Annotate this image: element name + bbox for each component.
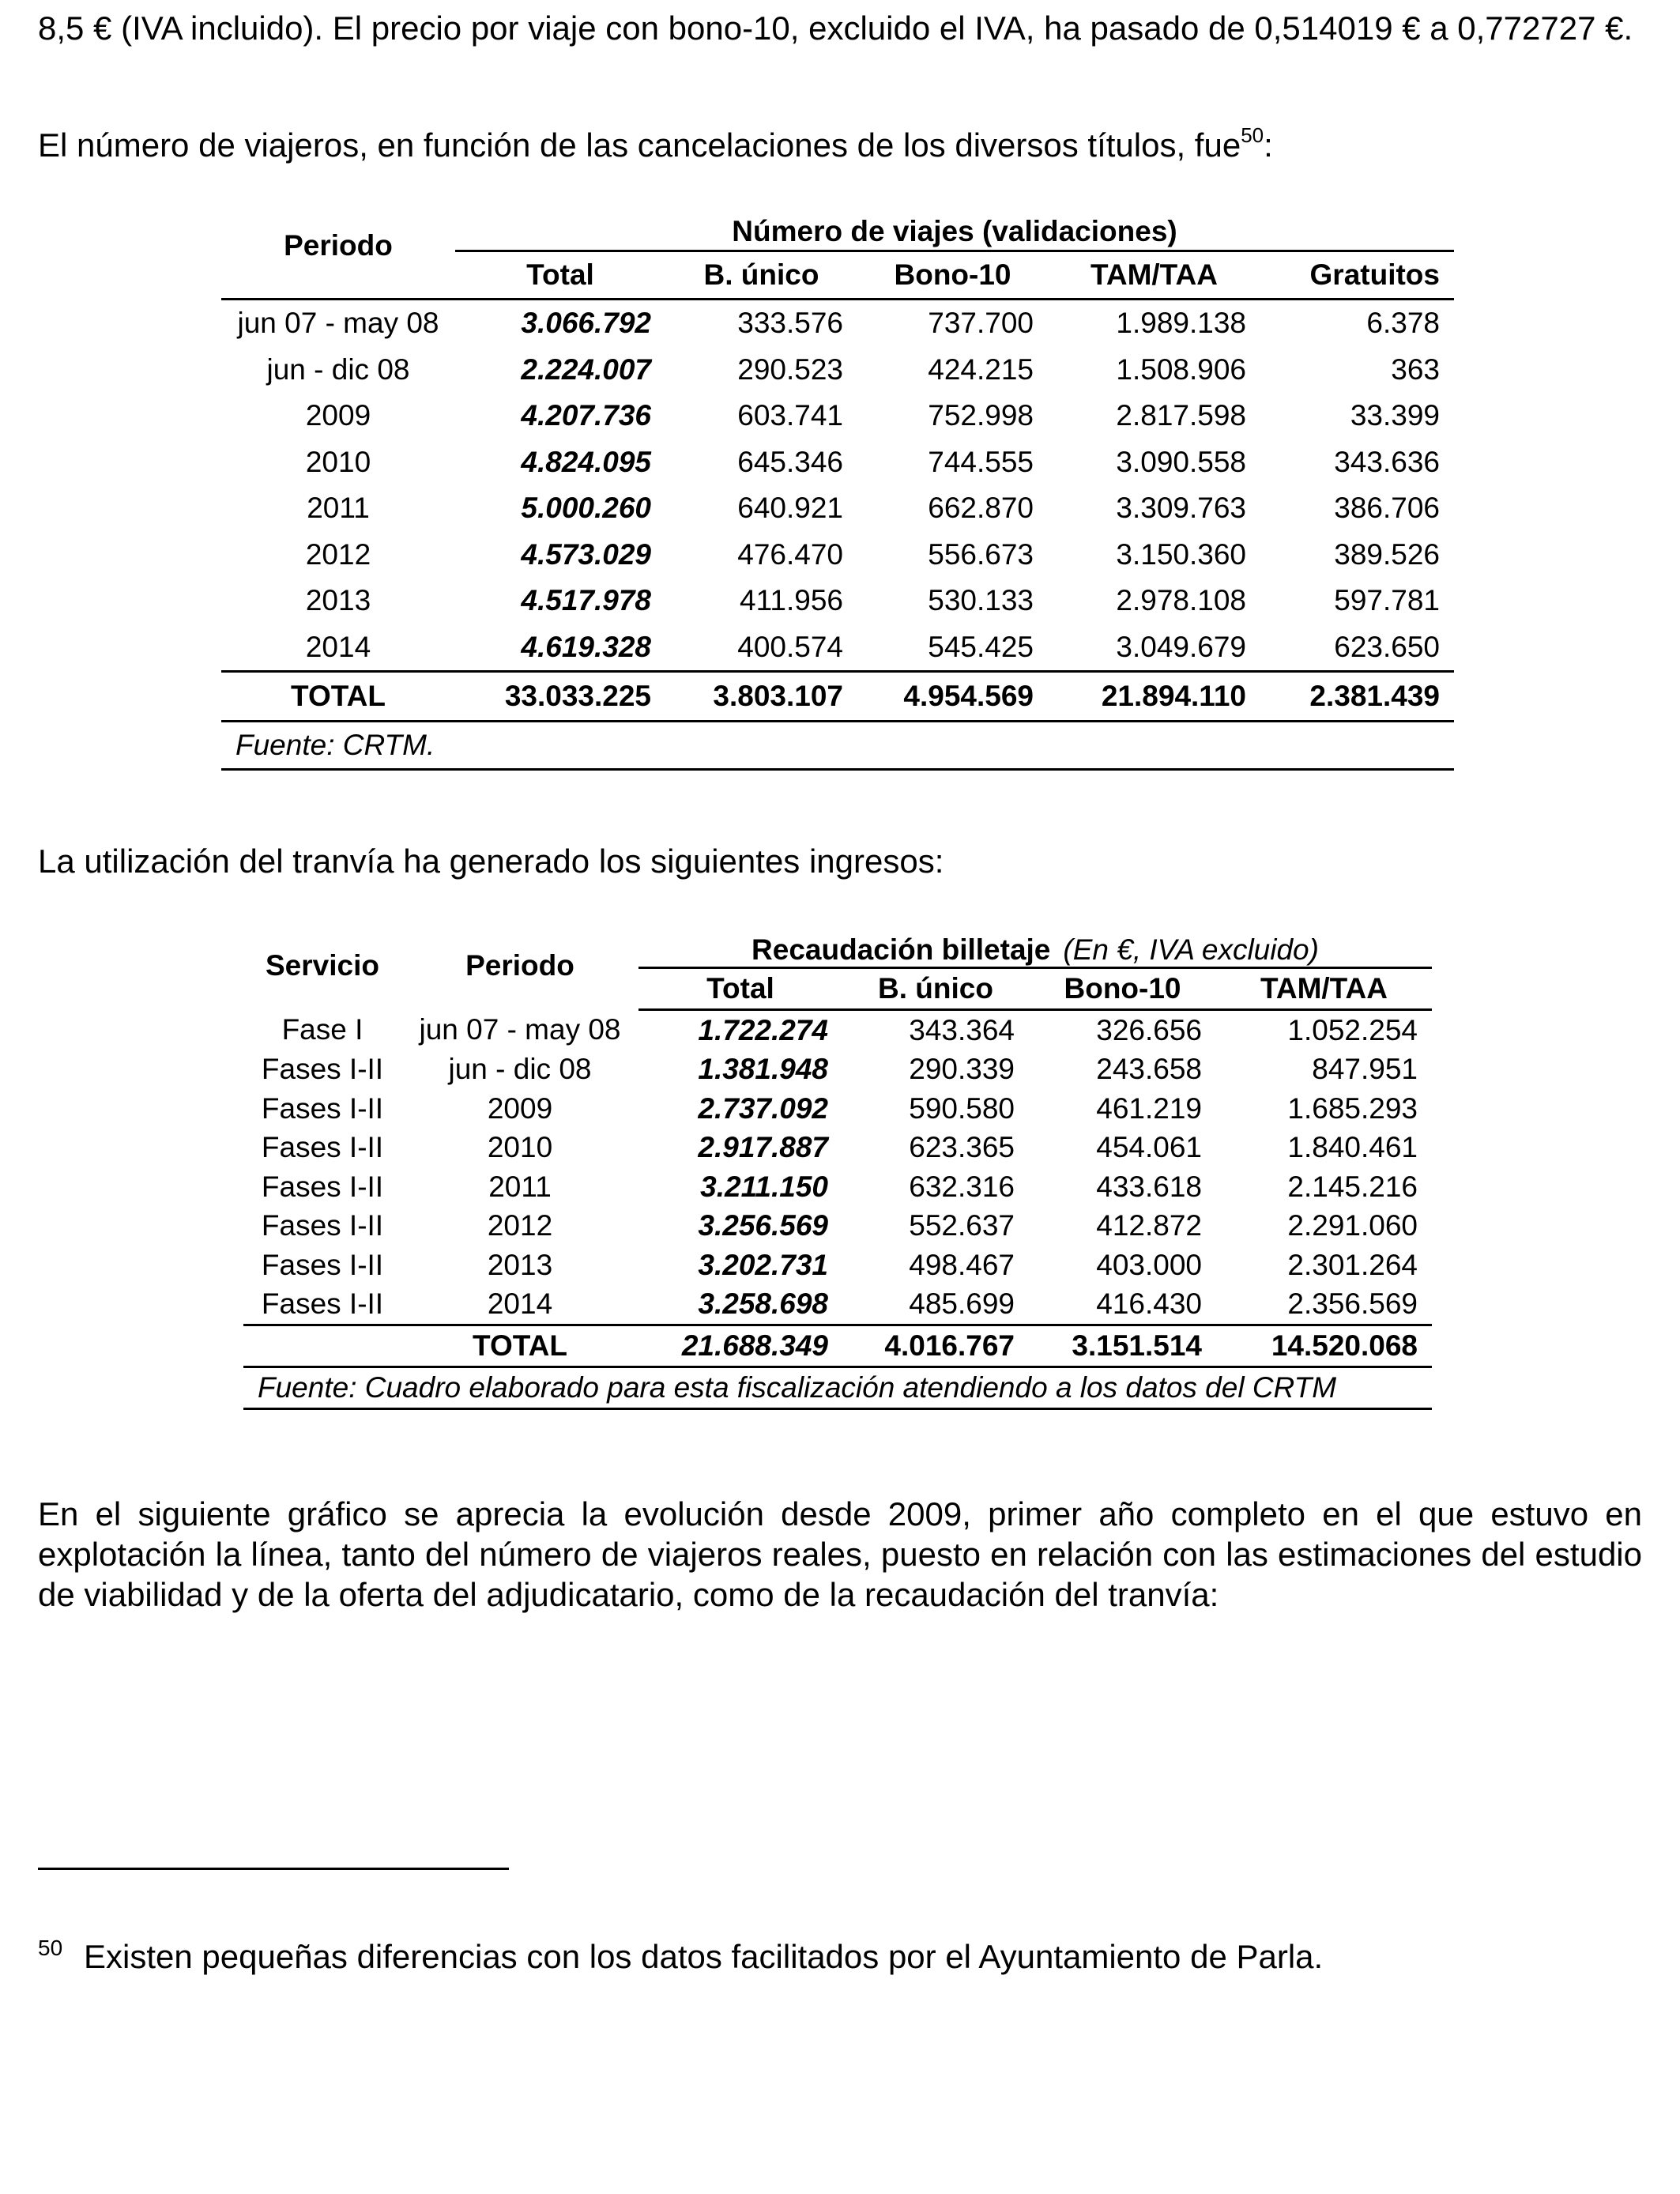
- header-revenue-label: Recaudación billetaje: [751, 933, 1051, 966]
- cell-total: 4.954.569: [857, 672, 1048, 722]
- cell-total: 1.381.948: [698, 1053, 828, 1086]
- cell-period: jun - dic 08: [448, 1053, 592, 1086]
- cell-value: 389.526: [1334, 537, 1440, 571]
- cell-value: 2.145.216: [1287, 1170, 1418, 1203]
- header-col: TAM/TAA: [1048, 251, 1260, 300]
- cell-total-empty: [243, 1325, 401, 1367]
- table-total-row: [243, 1325, 1432, 1367]
- cell-total: 3.151.514: [1029, 1325, 1216, 1367]
- cell-total: 2.381.439: [1260, 672, 1454, 722]
- paragraph-travelers-intro: [38, 125, 1642, 165]
- header-col: Bono-10: [1029, 968, 1216, 1010]
- cell-value: 623.365: [909, 1131, 1015, 1164]
- cell-period: 2012: [305, 537, 371, 571]
- cell-total: 2.737.092: [698, 1091, 828, 1125]
- header-col: Bono-10: [857, 251, 1048, 300]
- cell-value: 461.219: [1096, 1091, 1202, 1125]
- cell-total: 2.224.007: [521, 352, 651, 386]
- cell-value: 403.000: [1096, 1248, 1202, 1281]
- table-source-row: [243, 1367, 1432, 1409]
- cell-period: jun 07 - may 08: [419, 1013, 621, 1046]
- cell-total: 4.573.029: [521, 537, 651, 571]
- header-revenue-note: (En €, IVA excluido): [1063, 933, 1319, 966]
- cell-period: 2011: [488, 1170, 552, 1203]
- cell-value: 416.430: [1029, 1285, 1216, 1325]
- revenue-table: [243, 924, 1432, 1410]
- cell-total-label: TOTAL: [221, 672, 455, 722]
- cell-value: 640.921: [737, 492, 843, 525]
- table-row: [221, 578, 1454, 624]
- cell-value: 33.399: [1350, 399, 1440, 432]
- table-row: [243, 1050, 1432, 1090]
- cell-value: 454.061: [1096, 1131, 1202, 1164]
- cell-service: Fases I-II: [261, 1209, 384, 1242]
- cell-total: 4.207.736: [521, 399, 651, 432]
- header-period: Periodo: [465, 949, 574, 982]
- cell-period: 2009: [305, 399, 371, 432]
- cell-value: 476.470: [737, 537, 843, 571]
- footnote-reference[interactable]: 50: [1241, 123, 1264, 147]
- cell-total: 4.016.767: [842, 1325, 1029, 1367]
- cell-value: 290.339: [909, 1053, 1015, 1086]
- cell-total: 3.202.731: [698, 1248, 828, 1281]
- cell-total: 3.066.792: [521, 307, 651, 340]
- cell-value: 847.951: [1312, 1053, 1418, 1086]
- cell-service: Fases I-II: [243, 1285, 401, 1325]
- paragraph-text: El número de viajeros, en función de las cancelaciones de los diversos títulos, fue: [38, 126, 1241, 164]
- cell-total-label: TOTAL: [401, 1325, 638, 1367]
- table-row: [243, 1285, 1432, 1325]
- cell-total: 5.000.260: [521, 492, 651, 525]
- cell-value: 1.508.906: [1116, 352, 1246, 386]
- header-col: Total: [455, 251, 665, 300]
- cell-value: 662.870: [928, 492, 1034, 525]
- cell-service: Fases I-II: [261, 1248, 384, 1281]
- cell-total: 4.619.328: [455, 624, 665, 672]
- header-trips-group: Número de viajes (validaciones): [455, 204, 1454, 251]
- cell-value: 556.673: [928, 537, 1034, 571]
- table-row: [221, 393, 1454, 439]
- cell-value: 400.574: [665, 624, 857, 672]
- cell-value: 3.049.679: [1048, 624, 1260, 672]
- header-revenue-group: [638, 924, 1432, 968]
- cell-total: 3.256.569: [698, 1209, 828, 1242]
- header-col: B. único: [842, 968, 1029, 1010]
- header-col: TAM/TAA: [1216, 968, 1432, 1010]
- travelers-table: [221, 204, 1454, 771]
- cell-value: 290.523: [737, 352, 843, 386]
- cell-total: 3.211.150: [700, 1170, 828, 1203]
- cell-value: 2.978.108: [1116, 584, 1246, 617]
- cell-value: 530.133: [928, 584, 1034, 617]
- table-row: [221, 532, 1454, 579]
- table-row: [221, 485, 1454, 532]
- cell-total: 4.824.095: [521, 445, 651, 478]
- cell-period: 2013: [487, 1248, 553, 1281]
- cell-total: 2.917.887: [698, 1131, 828, 1164]
- cell-value: 744.555: [928, 445, 1034, 478]
- header-col: Gratuitos: [1260, 251, 1454, 300]
- cell-value: 363: [1391, 352, 1440, 386]
- cell-total: 33.033.225: [455, 672, 665, 722]
- cell-period: 2012: [487, 1209, 553, 1242]
- cell-value: 333.576: [737, 307, 843, 340]
- footnote-number: 50: [38, 1936, 63, 1960]
- cell-total: 21.688.349: [638, 1325, 842, 1367]
- cell-value: 2.356.569: [1216, 1285, 1432, 1325]
- cell-total: 14.520.068: [1216, 1325, 1432, 1367]
- cell-period: 2013: [305, 584, 371, 617]
- cell-service: Fase I: [281, 1013, 363, 1046]
- cell-period: jun 07 - may 08: [237, 307, 439, 340]
- header-col: Total: [638, 968, 842, 1010]
- cell-value: 411.956: [740, 584, 843, 617]
- cell-value: 1.685.293: [1287, 1091, 1418, 1125]
- cell-value: 3.090.558: [1116, 445, 1246, 478]
- cell-value: 752.998: [928, 399, 1034, 432]
- cell-value: 597.781: [1334, 584, 1440, 617]
- cell-value: 326.656: [1096, 1013, 1202, 1046]
- table-row: [221, 624, 1454, 672]
- table-row: [243, 1167, 1432, 1207]
- cell-service: Fases I-II: [261, 1131, 384, 1164]
- cell-value: 3.150.360: [1116, 537, 1246, 571]
- header-service: Servicio: [266, 949, 379, 982]
- cell-value: 632.316: [909, 1170, 1015, 1203]
- cell-value: 243.658: [1096, 1053, 1202, 1086]
- cell-value: 1.989.138: [1116, 307, 1246, 340]
- cell-value: 386.706: [1334, 492, 1440, 525]
- paragraph-chart-intro: En el siguiente gráfico se aprecia la evolución desde 2009, primer año completo en el que estuvo en explotación la línea, tanto del número de viajeros reales, puesto en relación con las estimaciones del estudio de viabilidad y de la oferta del adjudicatario, como de la recaudación del tranvía:: [38, 1495, 1642, 1613]
- cell-service: Fases I-II: [261, 1091, 384, 1125]
- cell-total: 1.722.274: [698, 1013, 828, 1046]
- table-row: [243, 1010, 1432, 1050]
- header-period: Periodo: [221, 204, 455, 300]
- cell-value: 498.467: [909, 1248, 1015, 1281]
- cell-value: 412.872: [1096, 1209, 1202, 1242]
- table-total-row: [221, 672, 1454, 722]
- cell-value: 1.052.254: [1287, 1013, 1418, 1046]
- cell-value: 2.301.264: [1287, 1248, 1418, 1281]
- cell-period: 2014: [401, 1285, 638, 1325]
- cell-value: 343.364: [909, 1013, 1015, 1046]
- cell-value: 343.636: [1334, 445, 1440, 478]
- cell-value: 433.618: [1096, 1170, 1202, 1203]
- cell-period: 2010: [305, 445, 371, 478]
- cell-value: 552.637: [909, 1209, 1015, 1242]
- cell-value: 1.840.461: [1287, 1131, 1418, 1164]
- cell-value: 603.741: [737, 399, 843, 432]
- cell-value: 623.650: [1260, 624, 1454, 672]
- cell-service: Fases I-II: [261, 1170, 384, 1203]
- table-source: Fuente: CRTM.: [221, 722, 1454, 770]
- paragraph-intro: 8,5 € (IVA incluido). El precio por viaje con bono-10, excluido el IVA, ha pasado de 0,514019 € a 0,772727 €.: [38, 9, 1633, 47]
- cell-period: 2014: [221, 624, 455, 672]
- footnote: [38, 1928, 1323, 1977]
- table-source: Fuente: Cuadro elaborado para esta fiscalización atendiendo a los datos del CRTM: [243, 1367, 1432, 1409]
- cell-value: 424.215: [928, 352, 1034, 386]
- cell-value: 2.817.598: [1116, 399, 1246, 432]
- cell-value: 590.580: [909, 1091, 1015, 1125]
- cell-value: 485.699: [842, 1285, 1029, 1325]
- table-row: [243, 1129, 1432, 1168]
- cell-period: 2011: [307, 492, 370, 525]
- cell-period: 2010: [487, 1131, 553, 1164]
- table-row: [221, 439, 1454, 486]
- cell-total: 3.803.107: [665, 672, 857, 722]
- cell-service: Fases I-II: [261, 1053, 384, 1086]
- table-row: [221, 300, 1454, 347]
- paragraph-revenue-intro: La utilización del tranvía ha generado los siguientes ingresos:: [38, 843, 944, 880]
- cell-value: 6.378: [1366, 307, 1440, 340]
- table-row: [221, 347, 1454, 394]
- paragraph-suffix: :: [1264, 126, 1273, 164]
- footnote-divider: [38, 1868, 509, 1870]
- cell-period: jun - dic 08: [266, 352, 410, 386]
- table-source-row: [221, 722, 1454, 770]
- cell-value: 3.309.763: [1116, 492, 1246, 525]
- cell-value: 2.291.060: [1287, 1209, 1418, 1242]
- header-col: B. único: [665, 251, 857, 300]
- table-row: [243, 1089, 1432, 1129]
- cell-value: 545.425: [857, 624, 1048, 672]
- table-row: [243, 1207, 1432, 1246]
- cell-total: 21.894.110: [1048, 672, 1260, 722]
- table-row: [243, 1246, 1432, 1285]
- cell-period: 2009: [487, 1091, 553, 1125]
- footnote-text: Existen pequeñas diferencias con los datos facilitados por el Ayuntamiento de Parla.: [84, 1938, 1324, 1975]
- cell-value: 737.700: [928, 307, 1034, 340]
- cell-total: 3.258.698: [638, 1285, 842, 1325]
- cell-total: 4.517.978: [521, 584, 651, 617]
- cell-value: 645.346: [737, 445, 843, 478]
